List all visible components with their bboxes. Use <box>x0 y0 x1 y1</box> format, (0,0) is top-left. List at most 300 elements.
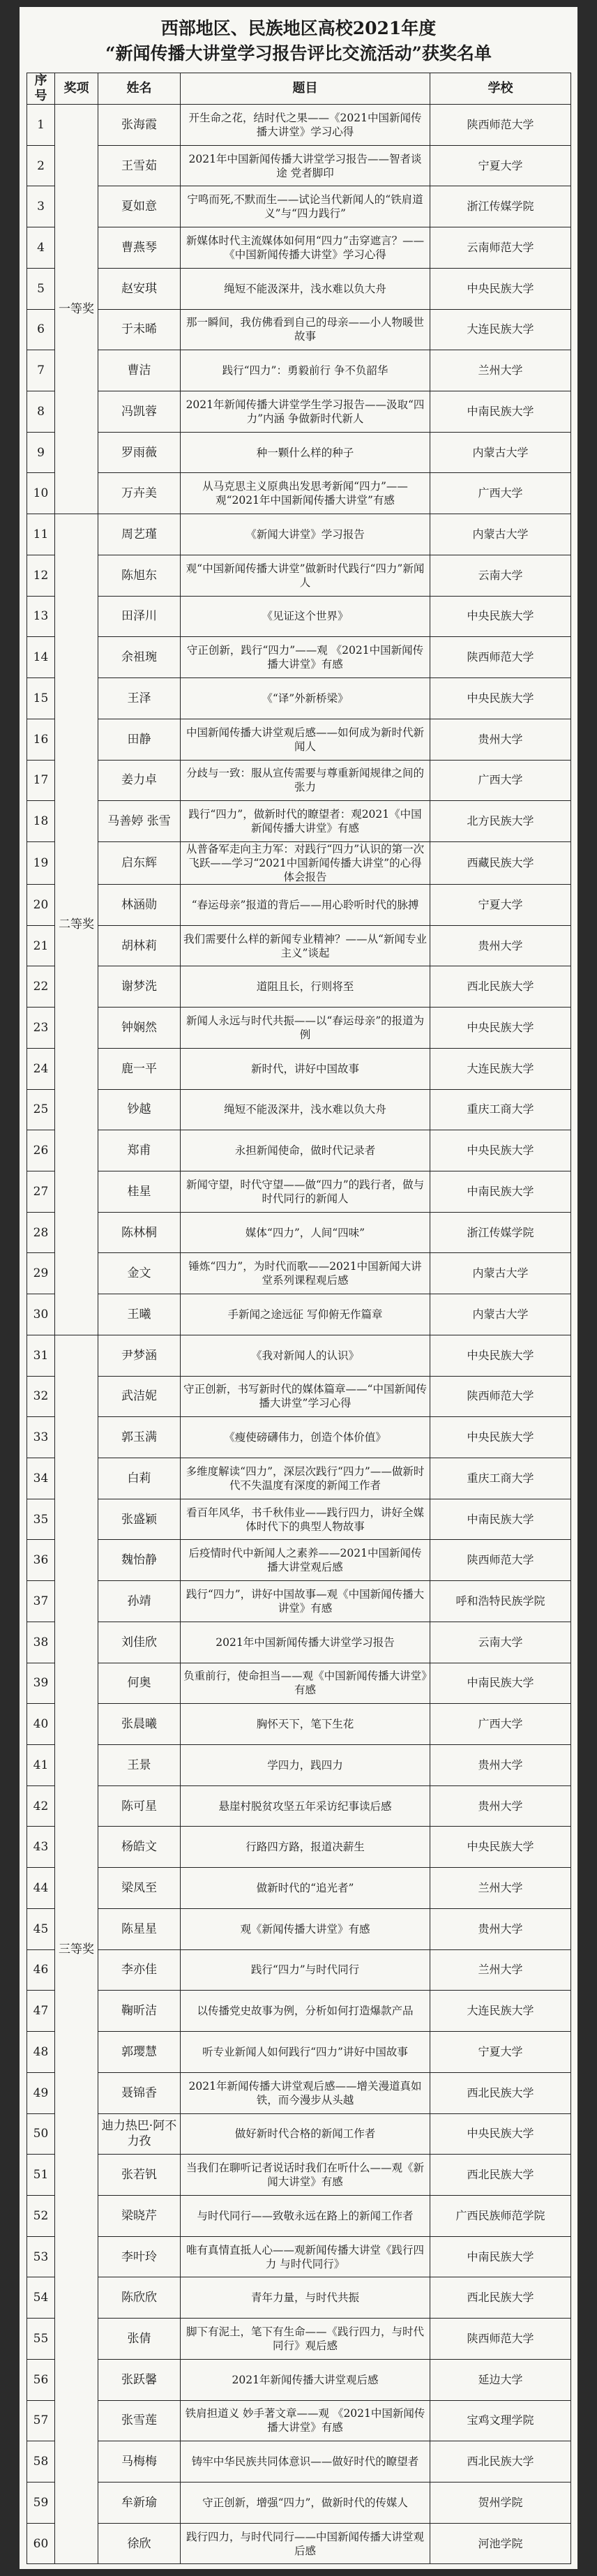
student-name: 于未晞 <box>98 309 181 350</box>
student-name: 白莉 <box>98 1458 181 1499</box>
row-number: 2 <box>27 145 55 186</box>
row-number: 39 <box>27 1663 55 1704</box>
table-row <box>27 596 571 637</box>
school-name: 西北民族大学 <box>430 2441 571 2483</box>
row-number: 60 <box>27 2523 55 2564</box>
table-row <box>27 2482 571 2523</box>
table-row <box>27 555 571 596</box>
student-name: 王景 <box>98 1745 181 1786</box>
table-row <box>27 1540 571 1581</box>
student-name: 桂星 <box>98 1171 181 1212</box>
report-topic: 践行“四力”：勇毅前行 争不负韶华 <box>181 350 430 391</box>
student-name: 田泽川 <box>98 596 181 637</box>
row-number: 14 <box>27 637 55 678</box>
student-name: 王雪茹 <box>98 145 181 186</box>
table-row <box>27 2523 571 2564</box>
school-name: 浙江传媒学院 <box>430 1212 571 1253</box>
report-topic: 2021年中国新闻传播大讲堂学习报告 <box>181 1622 430 1663</box>
student-name: 武洁妮 <box>98 1376 181 1417</box>
row-number: 29 <box>27 1253 55 1294</box>
school-name: 呼和浩特民族学院 <box>430 1581 571 1622</box>
table-row <box>27 1991 571 2032</box>
school-name: 西藏民族大学 <box>430 841 571 884</box>
school-name: 贵州大学 <box>430 1785 571 1827</box>
row-number: 42 <box>27 1785 55 1827</box>
student-name: 田静 <box>98 719 181 760</box>
school-name: 重庆工商大学 <box>430 1089 571 1130</box>
report-topic: 新闻人永远与时代共振——以“春运母亲”的报道为例 <box>181 1008 430 1049</box>
report-topic: 我们需要什么样的新闻专业精神？——从“新闻专业主义”谈起 <box>181 925 430 966</box>
award-level: 一等奖 <box>55 105 98 514</box>
report-topic: 铁肩担道义 妙手著文章——观 《2021中国新闻传播大讲堂》有感 <box>181 2400 430 2441</box>
document-title-line2: “新闻传播大讲堂学习报告评比交流活动”获奖名单 <box>105 43 492 63</box>
school-name: 贵州大学 <box>430 1745 571 1786</box>
table-row <box>27 1130 571 1171</box>
row-number: 55 <box>27 2319 55 2360</box>
row-number: 43 <box>27 1827 55 1868</box>
student-name: 张雪莲 <box>98 2400 181 2441</box>
report-topic: 青年力量，与时代共振 <box>181 2277 430 2319</box>
table-row <box>27 1458 571 1499</box>
student-name: 启东辉 <box>98 841 181 884</box>
row-number: 24 <box>27 1048 55 1089</box>
school-name: 广西大学 <box>430 1704 571 1745</box>
row-number: 3 <box>27 186 55 227</box>
row-number: 1 <box>27 105 55 146</box>
student-name: 夏如意 <box>98 186 181 227</box>
row-number: 28 <box>27 1212 55 1253</box>
table-row <box>27 2277 571 2319</box>
table-row <box>27 1581 571 1622</box>
student-name: 万卉美 <box>98 473 181 514</box>
row-number: 8 <box>27 391 55 433</box>
row-number: 45 <box>27 1908 55 1949</box>
table-row <box>27 760 571 801</box>
report-topic: 胸怀天下，笔下生花 <box>181 1704 430 1745</box>
header-name: 姓名 <box>98 73 181 105</box>
school-name: 宝鸡文理学院 <box>430 2400 571 2441</box>
student-name: 周艺瑾 <box>98 514 181 555</box>
student-name: 谢梦洗 <box>98 966 181 1008</box>
school-name: 大连民族大学 <box>430 1048 571 1089</box>
table-row <box>27 268 571 309</box>
award-document <box>20 7 577 2569</box>
report-topic: 绳短不能汲深井，浅水难以负大舟 <box>181 1089 430 1130</box>
school-name: 宁夏大学 <box>430 884 571 925</box>
report-topic: 从马克思主义原典出发思考新闻“四力”——观“2021年中国新闻传播大讲堂”有感 <box>181 473 430 514</box>
school-name: 兰州大学 <box>430 1949 571 1991</box>
row-number: 35 <box>27 1499 55 1540</box>
report-topic: 悬崖村脱贫攻坚五年采访纪事读后感 <box>181 1785 430 1827</box>
school-name: 贵州大学 <box>430 1908 571 1949</box>
report-topic: 那一瞬间，我仿佛看到自己的母亲——小人物暖世故事 <box>181 309 430 350</box>
report-topic: 做新时代的“追光者” <box>181 1868 430 1909</box>
row-number: 13 <box>27 596 55 637</box>
student-name: 冯凯蓉 <box>98 391 181 433</box>
table-row <box>27 678 571 719</box>
row-number: 11 <box>27 514 55 555</box>
report-topic: 观“中国新闻传播大讲堂”做新时代践行“四力”新闻人 <box>181 555 430 596</box>
row-number: 16 <box>27 719 55 760</box>
table-row <box>27 1663 571 1704</box>
table-row <box>27 2032 571 2073</box>
school-name: 云南师范大学 <box>430 227 571 269</box>
student-name: 杨皓文 <box>98 1827 181 1868</box>
student-name: 何奥 <box>98 1663 181 1704</box>
row-number: 50 <box>27 2113 55 2155</box>
student-name: 李亦佳 <box>98 1949 181 1991</box>
school-name: 陕西师范大学 <box>430 1376 571 1417</box>
row-number: 27 <box>27 1171 55 1212</box>
school-name: 内蒙古大学 <box>430 1253 571 1294</box>
school-name: 贺州学院 <box>430 2482 571 2523</box>
report-topic: 守正创新，践行“四力”——观 《2021中国新闻传播大讲堂》有感 <box>181 637 430 678</box>
table-row <box>27 186 571 227</box>
school-name: 贵州大学 <box>430 925 571 966</box>
school-name: 宁夏大学 <box>430 145 571 186</box>
student-name: 郭玉满 <box>98 1417 181 1458</box>
row-number: 6 <box>27 309 55 350</box>
row-number: 59 <box>27 2482 55 2523</box>
table-row <box>27 719 571 760</box>
table-row <box>27 1704 571 1745</box>
student-name: 罗雨薇 <box>98 432 181 473</box>
header-award: 奖项 <box>55 73 98 105</box>
report-topic: 新闻守望，时代守望——做“四力”的践行者，做与时代同行的新闻人 <box>181 1171 430 1212</box>
school-name: 陕西师范大学 <box>430 105 571 146</box>
table-row <box>27 2319 571 2360</box>
report-topic: 守正创新，增强“四力”，做新时代的传媒人 <box>181 2482 430 2523</box>
student-name: 牟新瑜 <box>98 2482 181 2523</box>
report-topic: 行路四方路，报道决薪生 <box>181 1827 430 1868</box>
table-row <box>27 2236 571 2277</box>
table-row <box>27 1171 571 1212</box>
student-name: 林涵勋 <box>98 884 181 925</box>
table-row <box>27 309 571 350</box>
school-name: 贵州大学 <box>430 719 571 760</box>
school-name: 中南民族大学 <box>430 1171 571 1212</box>
student-name: 张盛颖 <box>98 1499 181 1540</box>
table-row <box>27 227 571 269</box>
school-name: 陕西师范大学 <box>430 1540 571 1581</box>
report-topic: 《新闻大讲堂》学习报告 <box>181 514 430 555</box>
table-row <box>27 1376 571 1417</box>
report-topic: 《瘦使磅礴伟力，创造个体价值》 <box>181 1417 430 1458</box>
row-number: 32 <box>27 1376 55 1417</box>
student-name: 徐欣 <box>98 2523 181 2564</box>
table-row <box>27 925 571 966</box>
row-number: 17 <box>27 760 55 801</box>
row-number: 26 <box>27 1130 55 1171</box>
school-name: 云南大学 <box>430 1622 571 1663</box>
school-name: 中央民族大学 <box>430 596 571 637</box>
report-topic: 学四力，践四力 <box>181 1745 430 1786</box>
school-name: 中南民族大学 <box>430 391 571 433</box>
school-name: 中央民族大学 <box>430 1130 571 1171</box>
row-number: 48 <box>27 2032 55 2073</box>
report-topic: 践行“四力”，做新时代的瞭望者：观2021《中国新闻传播大讲堂》有感 <box>181 801 430 842</box>
table-row <box>27 884 571 925</box>
row-number: 15 <box>27 678 55 719</box>
school-name: 浙江传媒学院 <box>430 186 571 227</box>
report-topic: 绳短不能汲深井，浅水难以负大舟 <box>181 268 430 309</box>
row-number: 5 <box>27 268 55 309</box>
report-topic: 与时代同行——致敬永远在路上的新闻工作者 <box>181 2195 430 2236</box>
report-topic: 永担新闻使命，做时代记录者 <box>181 1130 430 1171</box>
row-number: 44 <box>27 1868 55 1909</box>
table-row <box>27 391 571 433</box>
student-name: 鹿一平 <box>98 1048 181 1089</box>
row-number: 47 <box>27 1991 55 2032</box>
school-name: 中央民族大学 <box>430 1417 571 1458</box>
school-name: 兰州大学 <box>430 350 571 391</box>
report-topic: 当我们在聊听记者说话时我们在听什么——观《新闻大讲堂》有感 <box>181 2155 430 2196</box>
school-name: 中央民族大学 <box>430 2113 571 2155</box>
student-name: 聂锦香 <box>98 2072 181 2113</box>
student-name: 张倩 <box>98 2319 181 2360</box>
school-name: 西北民族大学 <box>430 2155 571 2196</box>
school-name: 陕西师范大学 <box>430 2319 571 2360</box>
row-number: 37 <box>27 1581 55 1622</box>
row-number: 56 <box>27 2359 55 2400</box>
school-name: 陕西师范大学 <box>430 637 571 678</box>
report-topic: 从普备军走向主力军：对践行“四力”认识的第一次飞跃——学习“2021中国新闻传播大讲堂”的心得体会报告 <box>181 841 430 884</box>
report-topic: 多维度解读“四力”，深层次践行“四力”——做新时代不失温度有深度的新闻工作者 <box>181 1458 430 1499</box>
report-topic: 《见证这个世界》 <box>181 596 430 637</box>
award-table <box>27 73 571 2564</box>
school-name: 中南民族大学 <box>430 1663 571 1704</box>
table-row <box>27 2400 571 2441</box>
school-name: 云南大学 <box>430 555 571 596</box>
report-topic: 媒体“四力”，人间“四味” <box>181 1212 430 1253</box>
report-topic: 观《新闻传播大讲堂》有感 <box>181 1908 430 1949</box>
row-number: 36 <box>27 1540 55 1581</box>
table-row <box>27 432 571 473</box>
table-row <box>27 473 571 514</box>
school-name: 兰州大学 <box>430 1868 571 1909</box>
table-row <box>27 350 571 391</box>
report-topic: 分歧与一致：服从宣传需要与尊重新闻规律之间的张力 <box>181 760 430 801</box>
school-name: 内蒙古大学 <box>430 514 571 555</box>
student-name: 梁凤至 <box>98 1868 181 1909</box>
table-row <box>27 1622 571 1663</box>
table-row <box>27 2155 571 2196</box>
table-row <box>27 2359 571 2400</box>
report-topic: 负重前行，使命担当——观《中国新闻传播大讲堂》有感 <box>181 1663 430 1704</box>
report-topic: 以传播党史故事为例，分析如何打造爆款产品 <box>181 1991 430 2032</box>
row-number: 33 <box>27 1417 55 1458</box>
school-name: 西北民族大学 <box>430 2072 571 2113</box>
student-name: 张若钒 <box>98 2155 181 2196</box>
report-topic: 践行四力，与时代同行——中国新闻传播大讲堂观后感 <box>181 2523 430 2564</box>
student-name: 梁晓芹 <box>98 2195 181 2236</box>
school-name: 中央民族大学 <box>430 268 571 309</box>
student-name: 陈可星 <box>98 1785 181 1827</box>
row-number: 19 <box>27 841 55 884</box>
report-topic: 2021年新闻传播大讲堂学生学习报告——汲取“四力”内涵 争做新时代新人 <box>181 391 430 433</box>
school-name: 西北民族大学 <box>430 966 571 1008</box>
school-name: 广西大学 <box>430 760 571 801</box>
table-row <box>27 1785 571 1827</box>
row-number: 53 <box>27 2236 55 2277</box>
school-name: 宁夏大学 <box>430 2032 571 2073</box>
award-level: 二等奖 <box>55 514 98 1335</box>
row-number: 31 <box>27 1335 55 1376</box>
school-name: 大连民族大学 <box>430 1991 571 2032</box>
row-number: 41 <box>27 1745 55 1786</box>
table-row <box>27 1253 571 1294</box>
student-name: 曹燕琴 <box>98 227 181 269</box>
row-number: 9 <box>27 432 55 473</box>
student-name: 马梅梅 <box>98 2441 181 2483</box>
row-number: 23 <box>27 1008 55 1049</box>
row-number: 51 <box>27 2155 55 2196</box>
row-number: 12 <box>27 555 55 596</box>
table-row <box>27 1499 571 1540</box>
report-topic: 宁鸣而死,不默而生——试论当代新闻人的“铁肩道义”与“四力践行” <box>181 186 430 227</box>
report-topic: 看百年风华，书千秋伟业——践行四力，讲好全媒体时代下的典型人物故事 <box>181 1499 430 1540</box>
table-row <box>27 966 571 1008</box>
student-name: 余祖琬 <box>98 637 181 678</box>
document-title-line1: 西部地区、民族地区高校2021年度 <box>160 18 437 38</box>
school-name: 西北民族大学 <box>430 2277 571 2319</box>
table-row <box>27 1908 571 1949</box>
row-number: 54 <box>27 2277 55 2319</box>
school-name: 大连民族大学 <box>430 309 571 350</box>
table-row <box>27 2195 571 2236</box>
report-topic: 守正创新，书写新时代的媒体篇章——“中国新闻传播大讲堂”学习心得 <box>181 1376 430 1417</box>
table-row <box>27 1008 571 1049</box>
school-name: 内蒙古大学 <box>430 1294 571 1335</box>
report-topic: 新时代，讲好中国故事 <box>181 1048 430 1089</box>
row-number: 57 <box>27 2400 55 2441</box>
table-row <box>27 145 571 186</box>
student-name: 金文 <box>98 1253 181 1294</box>
report-topic: 开生命之花，结时代之果——《2021中国新闻传播大讲堂》学习心得 <box>181 105 430 146</box>
table-row <box>27 1089 571 1130</box>
table-row <box>27 514 571 555</box>
school-name: 河池学院 <box>430 2523 571 2564</box>
table-row <box>27 1868 571 1909</box>
report-topic: 听专业新闻人如何践行“四力”讲好中国故事 <box>181 2032 430 2073</box>
student-name: 孙靖 <box>98 1581 181 1622</box>
table-row <box>27 801 571 842</box>
table-row <box>27 2441 571 2483</box>
student-name: 马善婷 张雪 <box>98 801 181 842</box>
report-topic: 新媒体时代主流媒体如何用“四力”击穿遮言？——《中国新闻传播大讲堂》学习心得 <box>181 227 430 269</box>
report-topic: 2021年新闻传播大讲堂观后感——增关漫道真如铁，而今漫步从头越 <box>181 2072 430 2113</box>
report-topic: 做好新时代合格的新闻工作者 <box>181 2113 430 2155</box>
student-name: 陈星星 <box>98 1908 181 1949</box>
report-topic: 2021年中国新闻传播大讲堂学习报告——智者谈途 党者脚印 <box>181 145 430 186</box>
student-name: 尹梦涵 <box>98 1335 181 1376</box>
header-school: 学校 <box>430 73 571 105</box>
report-topic: 《我对新闻人的认识》 <box>181 1335 430 1376</box>
row-number: 18 <box>27 801 55 842</box>
student-name: 王泽 <box>98 678 181 719</box>
report-topic: 中国新闻传播大讲堂观后感——如何成为新时代新闻人 <box>181 719 430 760</box>
report-topic: 锤炼“四力”，为时代而歌——2021中国新闻大讲堂系列课程观后感 <box>181 1253 430 1294</box>
row-number: 46 <box>27 1949 55 1991</box>
table-row <box>27 2072 571 2113</box>
school-name: 中央民族大学 <box>430 1008 571 1049</box>
student-name: 王曦 <box>98 1294 181 1335</box>
report-topic: “春运母亲”报道的背后——用心聆听时代的脉搏 <box>181 884 430 925</box>
table-row <box>27 1212 571 1253</box>
table-row <box>27 637 571 678</box>
school-name: 广西民族师范学院 <box>430 2195 571 2236</box>
row-number: 4 <box>27 227 55 269</box>
row-number: 20 <box>27 884 55 925</box>
row-number: 25 <box>27 1089 55 1130</box>
student-name: 曹洁 <box>98 350 181 391</box>
school-name: 中南民族大学 <box>430 2236 571 2277</box>
header-topic: 题目 <box>181 73 430 105</box>
school-name: 延边大学 <box>430 2359 571 2400</box>
school-name: 重庆工商大学 <box>430 1458 571 1499</box>
student-name: 陈林桐 <box>98 1212 181 1253</box>
header-no: 序号 <box>27 73 55 105</box>
table-row <box>27 1745 571 1786</box>
table-row <box>27 1949 571 1991</box>
award-level: 三等奖 <box>55 1335 98 2564</box>
table-row <box>27 1048 571 1089</box>
report-topic: 脚下有泥土，笔下有生命——《践行四力，与时代同行》观后感 <box>181 2319 430 2360</box>
student-name: 魏怡静 <box>98 1540 181 1581</box>
student-name: 陈旭东 <box>98 555 181 596</box>
report-topic: 唯有真情直抵人心——观新闻传播大讲堂《践行四力 与时代同行》 <box>181 2236 430 2277</box>
school-name: 中央民族大学 <box>430 1335 571 1376</box>
table-row <box>27 1294 571 1335</box>
report-topic: 《“译”外新桥梁》 <box>181 678 430 719</box>
student-name: 迪力热巴·阿不力孜 <box>98 2113 181 2155</box>
report-topic: 种一颗什么样的种子 <box>181 432 430 473</box>
row-number: 22 <box>27 966 55 1008</box>
row-number: 7 <box>27 350 55 391</box>
table-header-row <box>27 73 571 105</box>
student-name: 钞越 <box>98 1089 181 1130</box>
student-name: 郭璎慧 <box>98 2032 181 2073</box>
student-name: 钟娴然 <box>98 1008 181 1049</box>
report-topic: 手新闻之途远征 写仰俯无作篇章 <box>181 1294 430 1335</box>
student-name: 刘佳欣 <box>98 1622 181 1663</box>
student-name: 鞠昕洁 <box>98 1991 181 2032</box>
table-row <box>27 841 571 884</box>
table-row <box>27 1827 571 1868</box>
school-name: 中南民族大学 <box>430 1499 571 1540</box>
school-name: 中央民族大学 <box>430 1827 571 1868</box>
report-topic: 道阻且长，行则将至 <box>181 966 430 1008</box>
student-name: 张晨曦 <box>98 1704 181 1745</box>
student-name: 赵安琪 <box>98 268 181 309</box>
student-name: 姜力卓 <box>98 760 181 801</box>
row-number: 49 <box>27 2072 55 2113</box>
row-number: 30 <box>27 1294 55 1335</box>
student-name: 张海霞 <box>98 105 181 146</box>
row-number: 52 <box>27 2195 55 2236</box>
report-topic: 后疫情时代中新闻人之素养——2021中国新闻传播大讲堂观后感 <box>181 1540 430 1581</box>
table-row <box>27 2113 571 2155</box>
table-row <box>27 1417 571 1458</box>
school-name: 广西大学 <box>430 473 571 514</box>
student-name: 郑甫 <box>98 1130 181 1171</box>
row-number: 40 <box>27 1704 55 1745</box>
report-topic: 2021年新闻传播大讲堂观后感 <box>181 2359 430 2400</box>
school-name: 中央民族大学 <box>430 678 571 719</box>
report-topic: 践行“四力”，讲好中国故事—观《中国新闻传播大讲堂》有感 <box>181 1581 430 1622</box>
report-topic: 铸牢中华民族共同体意识——做好时代的瞭望者 <box>181 2441 430 2483</box>
table-body <box>27 105 571 2564</box>
